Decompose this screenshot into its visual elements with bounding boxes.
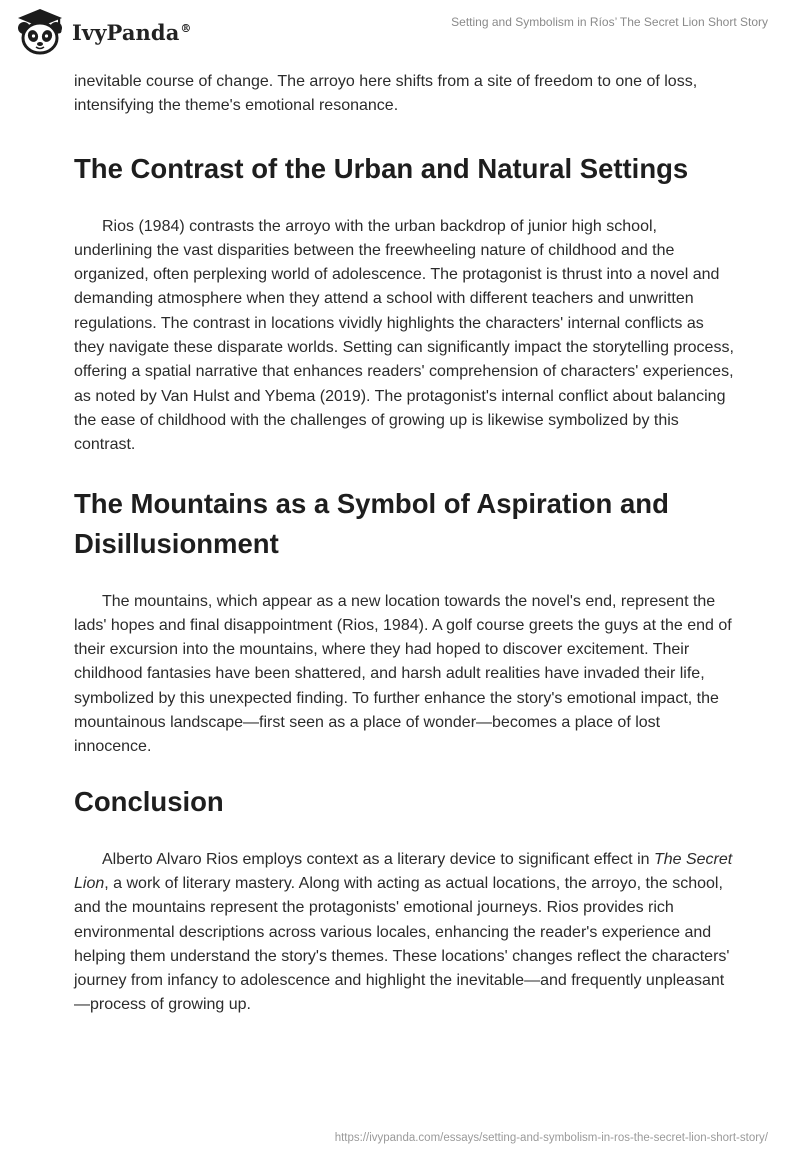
logo-text: IvyPanda®: [72, 19, 192, 45]
document-title: Setting and Symbolism in Ríos’ The Secret Lion Short Story: [451, 15, 768, 29]
panda-logo-icon: [14, 6, 66, 58]
paragraph-continued: inevitable course of change. The arroyo here shifts from a site of freedom to one of loss, intensifying the theme's emotional resonance.: [74, 73, 698, 115]
heading-conclusion: Conclusion: [74, 785, 224, 817]
conclusion-text-start: Alberto Alvaro Rios employs context as a literary device to significant effect in: [102, 850, 654, 868]
essay-body: [74, 70, 734, 1018]
heading-urban-natural: The Contrast of the Urban and Natural Settings: [74, 152, 689, 184]
registered-mark: ®: [180, 21, 192, 35]
paragraph-conclusion: [74, 848, 734, 1018]
heading-mountains: The Mountains as a Symbol of Aspiration and Disillusionment: [74, 487, 669, 559]
book-title: The Secret Lion: [74, 850, 733, 892]
page-header: [0, 0, 800, 70]
ivypanda-logo-link[interactable]: [14, 6, 192, 58]
source-url-link[interactable]: https://ivypanda.com/essays/setting-and-symbolism-in-ros-the-secret-lion-short-story/: [334, 1132, 768, 1144]
paragraph-urban-natural: Rios (1984) contrasts the arroyo with the urban backdrop of junior high school, underlining the vast disparities between the freewheeling nature of childhood and the organized, often perplexing world of adolescence. The protagonist is thrust into a novel and demanding atmosphere when they attend a school with different teachers and unwritten regulations. The contrast in locations vividly highlights the characters' internal conflicts as they navigate these disparate worlds. Setting can significantly impact the storytelling process, offering a spatial narrative that enhances readers' comprehension of characters' experiences, as noted by Van Hulst and Ybema (2019). The protagonist's internal conflict about balancing the ease of childhood with the challenges of growing up is likewise symbolized by this contrast.: [74, 217, 734, 454]
conclusion-text-end: , a work of literary mastery. Along with acting as actual locations, the arroyo, the school, and the mountains represent the protagonists' emotional journeys. Rios provides rich environmental descriptions across various locales, enhancing the reader's experience and helping them understand the story's themes. These locations' changes reflect the characters' journey from infancy to adolescence and highlight the inevitable—and frequently unpleasant—process of growing up.: [74, 874, 730, 1014]
paragraph-mountains: The mountains, which appear as a new location towards the novel's end, represent the lads' hopes and final disappointment (Rios, 1984). A golf course greets the guys at the end of their excursion into the mountains, where they had hoped to discover excitement. Their childhood fantasies have been shattered, and harsh adult realities have invaded their life, symbolized by this unexpected finding. To further enhance the story's emotional impact, the mountainous landscape—first seen as a place of wonder—becomes a place of lost innocence.: [74, 592, 732, 756]
